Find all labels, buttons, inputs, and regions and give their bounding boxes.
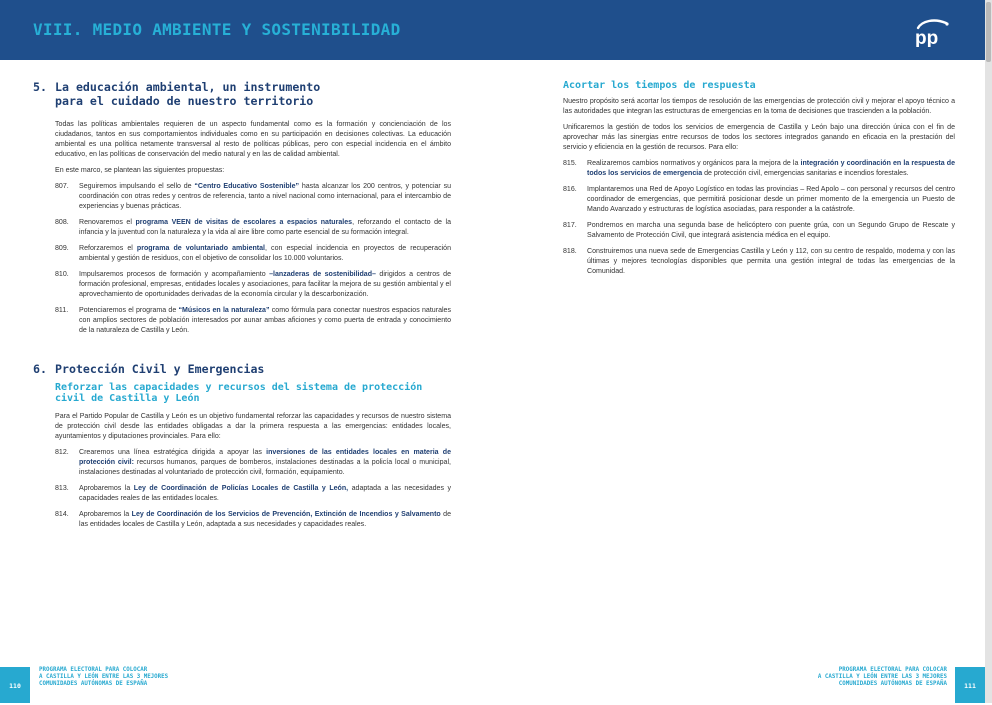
scrollbar-thumb[interactable]: [986, 2, 991, 62]
list-item: [55, 484, 451, 504]
list-item: [55, 510, 451, 530]
section6-subtitle: [55, 382, 451, 404]
item-number: 810.: [55, 271, 69, 278]
footer-left-line3: COMUNIDADES AUTÓNOMAS DE ESPAÑA: [39, 681, 148, 687]
section5-title-line1: La educación ambiental, un instrumento: [55, 80, 321, 94]
section6-heading: [33, 362, 451, 376]
item-text: Renovaremos el: [79, 219, 136, 226]
section5-intro: Todas las políticas ambientales requieren de un aspecto fundamental como es la formación y concienciación de los ciudadanos, tantos en sus comportamientos individuales como en su participación en decisiones colectivas. La educación ambiental es una política netamente transversal al resto de políticas públicas, pero con especial incidencia en el ámbito educativo, en las políticas de conservación del medio natural y en las de calidad ambiental.: [55, 121, 451, 158]
item-bold-text: “Músicos en la naturaleza”: [178, 307, 270, 314]
chapter-title: VIII. MEDIO AMBIENTE Y SOSTENIBILIDAD: [33, 20, 401, 39]
right-paragraph-2: Unificaremos la gestión de todos los servicios de emergencia de Castilla y León bajo una dirección única con el fin de aprovechar más las sinergias entre recursos de todos los sectores integrados ganando en eficacia en la prestación del servicio y eficiencia en la gestión de recursos. Para ello:: [563, 124, 955, 151]
item-number: 808.: [55, 219, 69, 226]
section5-number: 5.: [33, 80, 47, 94]
item-number: 816.: [563, 186, 577, 193]
item-number: 815.: [563, 160, 577, 167]
list-item: [563, 221, 955, 241]
item-bold-text: inversiones de las entidades locales en materia de protección civil:: [79, 449, 452, 466]
list-item: [563, 159, 955, 179]
section6-title: Protección Civil y Emergencias: [55, 362, 265, 376]
item-bold-text: –lanzaderas de sostenibilidad–: [269, 271, 376, 278]
footer-right-line1: PROGRAMA ELECTORAL PARA COLOCAR: [838, 667, 947, 673]
item-bold-text: programa de voluntariado ambiental: [136, 245, 266, 252]
item-text: Implantaremos una Red de Apoyo Logístico en todas las provincias – Red Apolo – con personal y recursos del centro coordinador de emergencias, que permitirá posicionar desde un primer momento de la emergencia un Puesto de Mando Avanzado y estructuras de logística asociadas, para responder a la catástrofe.: [587, 186, 955, 213]
section5-heading: [33, 80, 451, 108]
list-item: [563, 185, 955, 215]
section6-subtitle-line1: Reforzar las capacidades y recursos del sistema de protección: [55, 382, 423, 393]
list-item: [55, 448, 451, 478]
header-band: [0, 0, 985, 60]
section5-list: [55, 182, 451, 336]
page-number-left: 110: [0, 667, 30, 703]
item-number: 807.: [55, 183, 69, 190]
list-item: [55, 182, 451, 212]
item-text: Realizaremos cambios normativos y orgánicos para la mejora de la: [587, 160, 801, 167]
section5-title-line2: para el cuidado de nuestro territorio: [55, 94, 314, 108]
list-item: [55, 270, 451, 300]
page-number-right: 111: [955, 667, 985, 703]
right-list: [563, 159, 955, 277]
right-subtitle: Acortar los tiempos de respuesta: [563, 80, 756, 91]
item-text: Crearemos una línea estratégica dirigida a apoyar las: [79, 449, 267, 456]
item-bold-text: integración y coordinación en la respuesta de todos los servicios de emergencia: [587, 160, 955, 177]
item-text: Construiremos una nueva sede de Emergencias Castilla y León y 112, con su centro de respaldo, moderna y con las últimas y mejores tecnologías disponibles que permita una gestión integral de todas las emergencias de la Comunidad.: [587, 248, 955, 275]
item-number: 812.: [55, 449, 69, 456]
item-number: 814.: [55, 511, 69, 518]
section6-number: 6.: [33, 362, 47, 376]
right-paragraph-1: Nuestro propósito será acortar los tiempos de resolución de las emergencias de protección civil y mejorar el apoyo técnico a las autoridades que integran las estructuras de emergencias en la toma de decisiones que trascienden a la población.: [563, 98, 955, 115]
left-column: [33, 80, 451, 536]
item-number: 809.: [55, 245, 69, 252]
section6-list: [55, 448, 451, 530]
item-text-tail: de las entidades locales de Castilla y León, adaptada a sus necesidades y capacidades reales.: [79, 511, 452, 528]
item-text-tail: hasta alcanzar los 200 centros, y potenciar su coordinación con otras redes y centros de referencia, tanto a nivel nacional como internacional, para el intercambio de experiencias y buenas prácticas.: [79, 183, 452, 210]
list-item: [55, 218, 451, 238]
item-text-tail: recursos humanos, parques de bomberos, instalaciones destinadas a la policía local o municipal, instalaciones destinadas al voluntariado de protección civil, formación, equipamiento.: [79, 459, 451, 476]
item-text-tail: , con especial incidencia en proyectos de recuperación ambiental y gestión de residuos, con el objetivo de consolidar los 10.000 voluntarios.: [79, 245, 452, 262]
scrollbar[interactable]: [985, 0, 992, 703]
item-bold-text: Ley de Coordinación de los Servicios de Prevención, Extinción de Incendios y Salvamento: [131, 511, 441, 518]
item-bold-text: “Centro Educativo Sostenible”: [194, 183, 300, 190]
right-column: [563, 80, 955, 283]
footer-right-line3: COMUNIDADES AUTÓNOMAS DE ESPAÑA: [838, 681, 947, 687]
item-text-tail: adaptada a las necesidades y capacidades reales de las entidades locales.: [79, 485, 451, 502]
section6-intro: Para el Partido Popular de Castilla y León es un objetivo fundamental reforzar las capacidades y recursos de nuestro sistema de protección civil desde las entidades obligadas a dar la primera respuesta a las emergencias: entidades locales, ayuntamientos y diputaciones provinciales. Para ello:: [55, 413, 451, 440]
footer-left-line1: PROGRAMA ELECTORAL PARA COLOCAR: [39, 667, 148, 673]
list-item: [563, 247, 955, 277]
footer-right-line2: A CASTILLA Y LEÓN ENTRE LAS 3 MEJORES: [817, 674, 947, 680]
item-text-tail: de protección civil, emergencias sanitarias e incendios forestales.: [702, 170, 909, 177]
item-number: 818.: [563, 248, 577, 255]
item-number: 813.: [55, 485, 69, 492]
section5-lead: En este marco, se plantean las siguientes propuestas:: [55, 167, 225, 174]
item-text-tail: como fórmula para conectar nuestros espacios naturales con amplios sectores de población interesados por aunar ambas aficiones y como puerta de entrada y conocimiento de la naturaleza de Castilla y León.: [79, 307, 451, 334]
footer-right-text: [780, 667, 947, 688]
item-number: 811.: [55, 307, 69, 314]
item-text-tail: , reforzando el contacto de la infancia y la juventud con la naturaleza y la vida al aire libre como parte esencial de su formación integral.: [79, 219, 451, 236]
item-text: Potenciaremos el programa de: [79, 307, 179, 314]
footer-left-line2: A CASTILLA Y LEÓN ENTRE LAS 3 MEJORES: [39, 674, 169, 680]
item-text: Aprobaremos la: [79, 511, 132, 518]
item-text: Pondremos en marcha una segunda base de helicóptero con puente grúa, con un Segundo Grupo de Rescate y Salvamento de Protección Civil, que integrará asistencia médica en el equipo.: [587, 222, 955, 239]
list-item: [55, 244, 451, 264]
section6-subtitle-line2: civil de Castilla y León: [55, 393, 200, 404]
item-text: Reforzaremos el: [79, 245, 137, 252]
item-number: 817.: [563, 222, 577, 229]
item-text: Seguiremos impulsando el sello de: [79, 183, 195, 190]
item-text: Aprobaremos la: [79, 485, 134, 492]
pp-logo-icon: [912, 17, 952, 47]
item-bold-text: programa VEEN de visitas de escolares a espacios naturales: [135, 219, 353, 226]
pp-logo-text: pp: [915, 28, 939, 47]
list-item: [55, 306, 451, 336]
item-text: Impulsaremos procesos de formación y acompañamiento: [79, 271, 270, 278]
item-text-tail: dirigidos a centros de formación profesional, empresas, entidades locales y asociaciones, para facilitar la mejora de su gestión ambiental y el aprovechamiento de oportunidades derivadas de la economía circular y la descarbonización.: [79, 271, 451, 298]
footer-left-text: [39, 667, 168, 688]
item-bold-text: Ley de Coordinación de Policías Locales de Castilla y León,: [133, 485, 349, 492]
